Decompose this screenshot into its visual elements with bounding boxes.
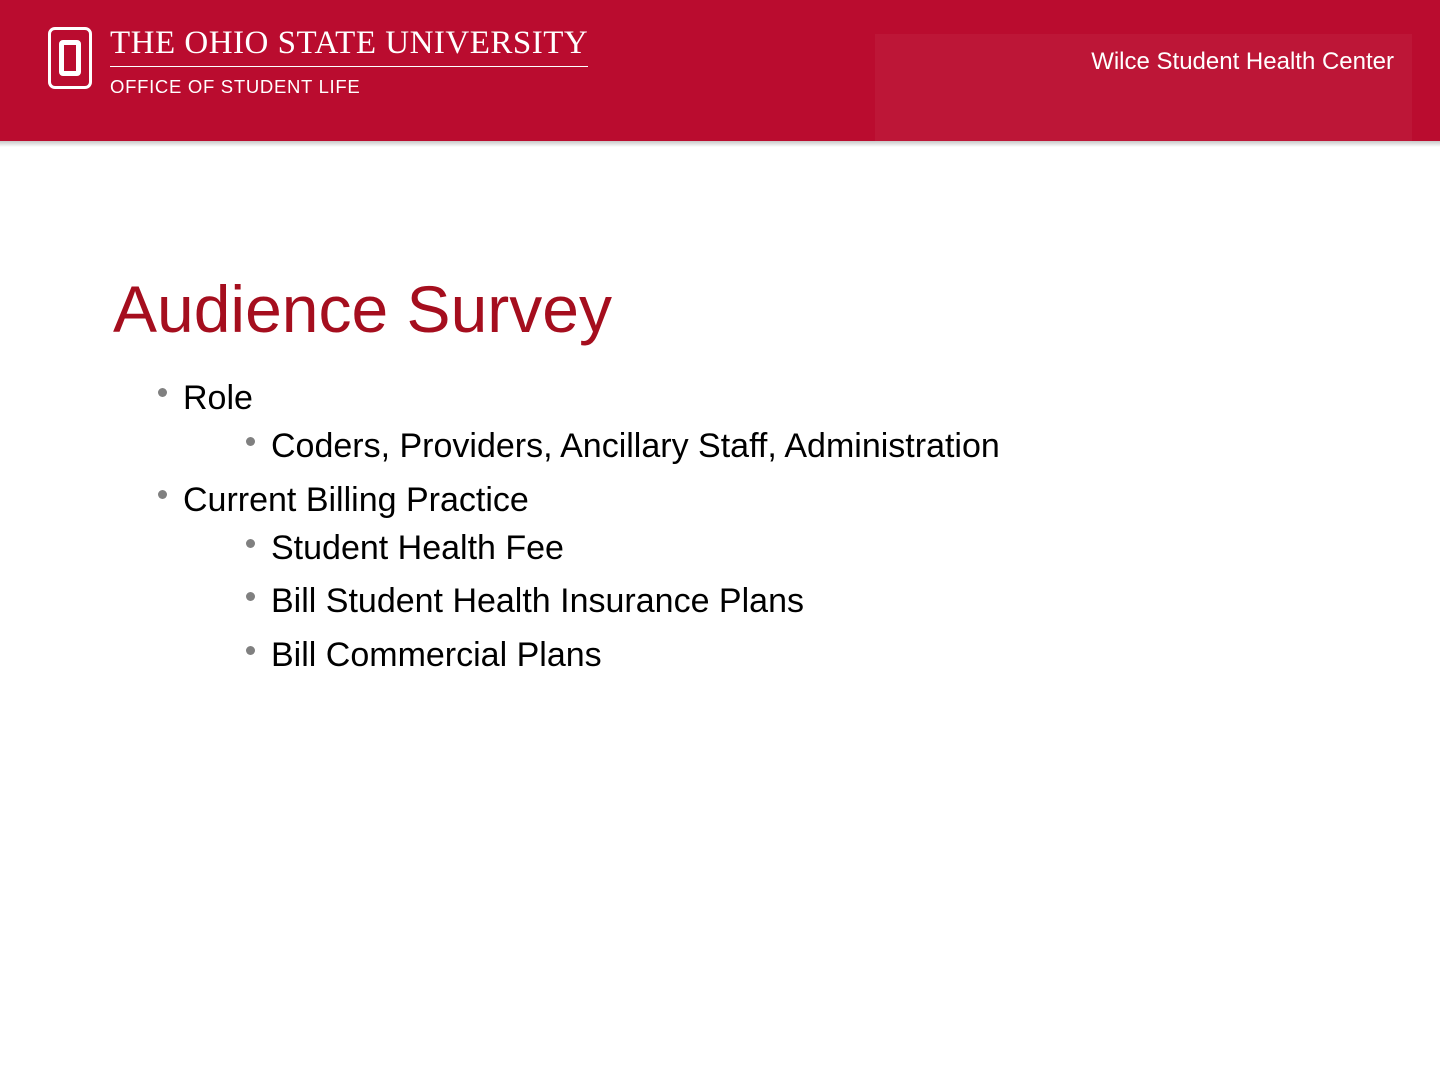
list-item: [239, 426, 1330, 467]
slide-content: [150, 378, 1330, 688]
list-item-label: Role: [183, 379, 253, 417]
bullet-icon: [246, 437, 255, 446]
osu-block-o-icon: [48, 27, 92, 89]
osu-logo: [48, 27, 588, 97]
bullet-icon: [246, 592, 255, 601]
university-name: THE OHIO STATE UNIVERSITY: [110, 27, 588, 67]
header-panel-title: Wilce Student Health Center: [1091, 48, 1394, 75]
list-item: [239, 528, 1330, 569]
list-item: [150, 378, 1330, 468]
osu-wordmark: [110, 27, 588, 97]
page-title: Audience Survey: [113, 272, 612, 346]
bullet-sublist: [239, 528, 1330, 676]
bullet-list: [150, 378, 1330, 676]
list-item-label: Current Billing Practice: [183, 480, 529, 519]
bullet-icon: [246, 646, 255, 655]
bullet-sublist: [239, 426, 1330, 467]
list-item: [150, 480, 1330, 677]
header-title-panel: [875, 34, 1412, 141]
header-divider: [0, 141, 1440, 147]
list-item-label: Student Health Fee: [271, 528, 564, 567]
slide-header: [0, 0, 1440, 141]
bullet-icon: [158, 388, 167, 397]
list-item: [239, 635, 1330, 676]
bullet-icon: [158, 490, 167, 499]
list-item-label: Bill Commercial Plans: [271, 635, 602, 674]
list-item-label: Coders, Providers, Ancillary Staff, Administration: [271, 427, 1000, 466]
list-item: [239, 581, 1330, 622]
office-name: OFFICE OF STUDENT LIFE: [110, 76, 361, 97]
list-item-label: Bill Student Health Insurance Plans: [271, 582, 804, 621]
bullet-icon: [246, 539, 255, 548]
